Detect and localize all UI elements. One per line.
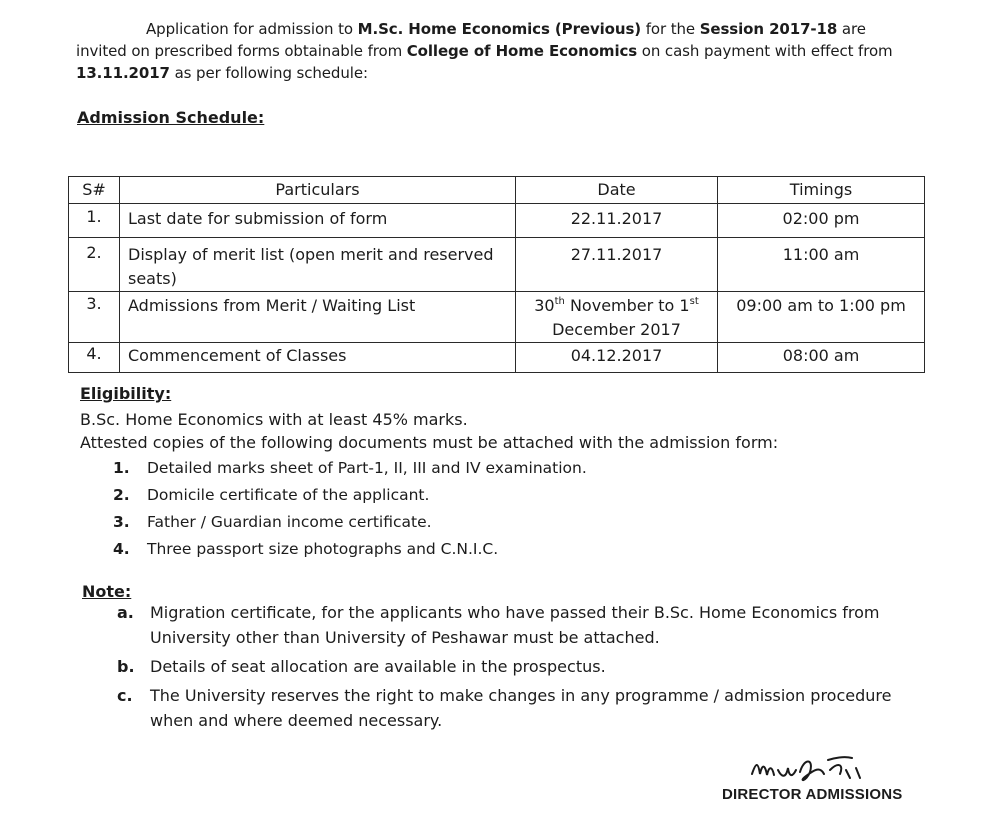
item-marker: 2. <box>113 486 130 504</box>
table-row <box>69 343 925 373</box>
item-marker: 4. <box>113 540 130 558</box>
item-text: Three passport size photographs and C.N.I.C. <box>147 540 499 558</box>
schedule-heading: Admission Schedule: <box>77 108 265 127</box>
row-number: 3. <box>69 292 120 343</box>
row-number: 1. <box>69 204 120 238</box>
notes-list <box>117 600 927 737</box>
documents-list <box>113 456 587 564</box>
date-part-b: November to 1 <box>564 296 690 315</box>
item-text: Detailed marks sheet of Part-1, II, III and IV examination. <box>147 459 587 477</box>
intro-text-5: as per following schedule: <box>169 64 368 82</box>
row-particulars: Display of merit list (open merit and reserved seats) <box>120 238 516 292</box>
item-text: Migration certificate, for the applicants who have passed their B.Sc. Home Economics from University other than University of Peshawar must be attached. <box>150 603 880 647</box>
item-marker: 3. <box>113 513 130 531</box>
item-marker: c. <box>117 686 133 705</box>
list-item <box>117 654 927 679</box>
intro-text-1: Application for admission to <box>146 20 358 38</box>
row-particulars: Admissions from Merit / Waiting List <box>120 292 516 343</box>
date-sup-b: st <box>689 296 699 307</box>
row-timing: 08:00 am <box>718 343 925 373</box>
list-item <box>117 600 927 650</box>
intro-text-2: for the <box>641 20 700 38</box>
list-item <box>113 510 587 537</box>
list-item <box>113 456 587 483</box>
eligibility-heading: Eligibility: <box>80 384 172 403</box>
date-part-c: December 2017 <box>552 320 681 339</box>
signature-image <box>748 748 878 786</box>
item-text: Father / Guardian income certificate. <box>147 513 432 531</box>
col-header-timings: Timings <box>718 177 925 204</box>
row-timing: 02:00 pm <box>718 204 925 238</box>
start-date: 13.11.2017 <box>76 64 170 82</box>
item-marker: 1. <box>113 459 130 477</box>
table-row <box>69 292 925 343</box>
row-particulars: Last date for submission of form <box>120 204 516 238</box>
row-number: 4. <box>69 343 120 373</box>
list-item <box>113 483 587 510</box>
list-item <box>113 537 587 564</box>
eligibility-requirement: B.Sc. Home Economics with at least 45% marks. <box>80 410 468 429</box>
schedule-table <box>68 176 925 373</box>
item-text: The University reserves the right to make changes in any programme / admission procedure when and where deemed necessary. <box>150 686 892 730</box>
row-date <box>516 292 718 343</box>
table-row <box>69 238 925 292</box>
list-item <box>117 683 927 733</box>
college-name: College of Home Economics <box>406 42 638 60</box>
row-number: 2. <box>69 238 120 292</box>
item-text: Details of seat allocation are available in the prospectus. <box>150 657 606 676</box>
table-header-row <box>69 177 925 204</box>
item-text: Domicile certificate of the applicant. <box>147 486 430 504</box>
row-date: 22.11.2017 <box>516 204 718 238</box>
note-heading: Note: <box>82 582 132 601</box>
intro-text-4: on cash payment with effect from <box>637 42 893 60</box>
session-label: Session 2017-18 <box>699 20 838 38</box>
item-marker: b. <box>117 657 135 676</box>
row-timing: 11:00 am <box>718 238 925 292</box>
row-date: 27.11.2017 <box>516 238 718 292</box>
col-header-sno: S# <box>69 177 120 204</box>
col-header-date: Date <box>516 177 718 204</box>
documents-intro: Attested copies of the following documents must be attached with the admission form: <box>80 433 779 452</box>
program-name: M.Sc. Home Economics (Previous) <box>357 20 642 38</box>
row-timing: 09:00 am to 1:00 pm <box>718 292 925 343</box>
intro-paragraph <box>76 18 916 84</box>
date-part-a: 30 <box>534 296 555 315</box>
row-date: 04.12.2017 <box>516 343 718 373</box>
eligibility-text <box>80 408 940 454</box>
item-marker: a. <box>117 603 134 622</box>
table-row <box>69 204 925 238</box>
date-sup-a: th <box>554 296 565 307</box>
signatory-title: DIRECTOR ADMISSIONS <box>722 786 903 803</box>
intro-text-3: are invited on prescribed forms obtainable from <box>76 20 866 60</box>
col-header-particulars: Particulars <box>120 177 516 204</box>
row-particulars: Commencement of Classes <box>120 343 516 373</box>
